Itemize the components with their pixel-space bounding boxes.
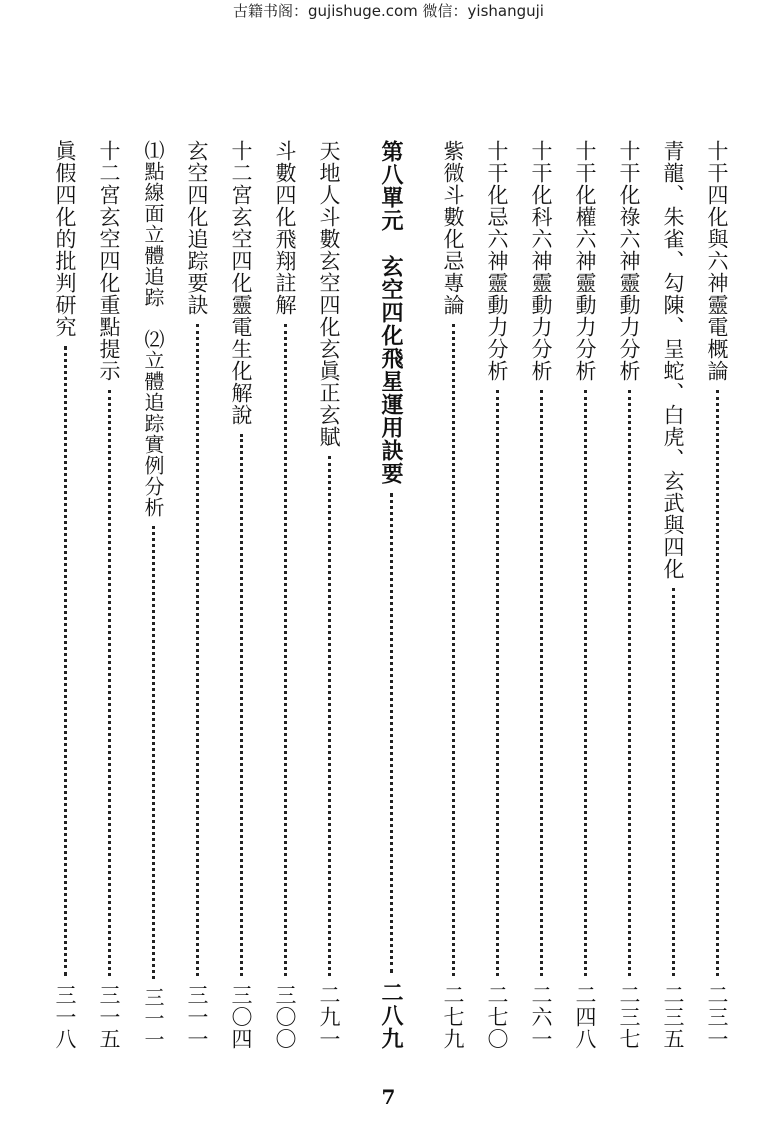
toc-entry-title: 十干四化與六神靈電概論 xyxy=(705,140,729,382)
toc-entry xyxy=(267,140,303,1050)
toc-entry xyxy=(435,140,471,1050)
toc-entry xyxy=(655,140,691,1050)
toc-entry-title: 十干化忌六神靈動力分析 xyxy=(485,140,509,382)
toc-entry xyxy=(179,140,215,1050)
dot-leader xyxy=(540,390,543,976)
toc-section-heading xyxy=(373,140,409,1050)
toc-entry-page: 二六一 xyxy=(529,984,553,1050)
toc-entry xyxy=(567,140,603,1050)
toc-entry-title: 十二宮玄空四化重點提示 xyxy=(97,140,121,382)
toc-entry xyxy=(311,140,347,1050)
watermark: 古籍书阁：gujishuge.com 微信：yishanguji xyxy=(233,2,544,20)
toc-entry-title: 十干化權六神靈動力分析 xyxy=(573,140,597,382)
toc-entry-page: 三一五 xyxy=(97,984,121,1050)
toc-entry xyxy=(611,140,647,1050)
dot-leader xyxy=(628,390,631,976)
dot-leader xyxy=(672,588,675,976)
toc-entry xyxy=(699,140,735,1050)
dot-leader xyxy=(390,493,393,973)
section-heading-title: 第八單元 玄空四化飛星運用訣要 xyxy=(378,140,404,485)
toc-entry-title: 十干化科六神靈動力分析 xyxy=(529,140,553,382)
toc-entry-page: 二四八 xyxy=(573,984,597,1050)
toc-entry-page: 三一八 xyxy=(53,984,77,1050)
toc-entry-title: 青龍、朱雀、勾陳、呈蛇、白虎、玄武與四化 xyxy=(661,140,685,580)
toc-entry-page: 二三一 xyxy=(705,984,729,1050)
toc-entry-title: 眞假四化的批判研究 xyxy=(53,140,77,338)
toc-entry xyxy=(91,140,127,1050)
toc-entry-title: 十干化祿六神靈動力分析 xyxy=(617,140,641,382)
dot-leader xyxy=(108,390,111,976)
dot-leader xyxy=(496,390,499,976)
toc-entry-page: 二九一 xyxy=(317,984,341,1050)
dot-leader xyxy=(452,324,455,976)
column-gap xyxy=(409,140,427,1050)
toc-subentry-page: 三一一 xyxy=(141,987,165,1050)
toc-entry xyxy=(523,140,559,1050)
toc-entry-title: 玄空四化追踪要訣 xyxy=(185,140,209,316)
toc-entry-page: 二三五 xyxy=(661,984,685,1050)
column-gap xyxy=(347,140,365,1050)
dot-leader xyxy=(64,346,67,976)
toc-entry xyxy=(479,140,515,1050)
dot-leader xyxy=(328,456,331,976)
toc-entry-page: 二三七 xyxy=(617,984,641,1050)
toc-entry-page: 三〇四 xyxy=(229,984,253,1050)
table-of-contents xyxy=(35,140,735,1050)
toc-subentry-title: ⑴點線面立體追踪 ⑵立體追踪實例分析 xyxy=(141,140,165,518)
dot-leader xyxy=(240,434,243,976)
toc-entry-page: 三一一 xyxy=(185,984,209,1050)
toc-entry-title: 紫微斗數化忌專論 xyxy=(441,140,465,316)
toc-entry xyxy=(223,140,259,1050)
toc-entry-title: 十二宮玄空四化靈電生化解說 xyxy=(229,140,253,426)
dot-leader xyxy=(152,526,155,979)
page-number: 7 xyxy=(381,1085,396,1109)
toc-entry xyxy=(47,140,83,1050)
toc-entry-page: 三〇〇 xyxy=(273,984,297,1050)
section-heading-page: 二八九 xyxy=(378,981,404,1050)
dot-leader xyxy=(284,324,287,976)
dot-leader xyxy=(584,390,587,976)
toc-entry-page: 二七九 xyxy=(441,984,465,1050)
toc-entry-title: 斗數四化飛翔註解 xyxy=(273,140,297,316)
toc-subentry xyxy=(135,140,171,1050)
toc-entry-page: 二七〇 xyxy=(485,984,509,1050)
toc-entry-title: 天地人斗數玄空四化玄眞正玄賦 xyxy=(317,140,341,448)
dot-leader xyxy=(716,390,719,976)
dot-leader xyxy=(196,324,199,976)
